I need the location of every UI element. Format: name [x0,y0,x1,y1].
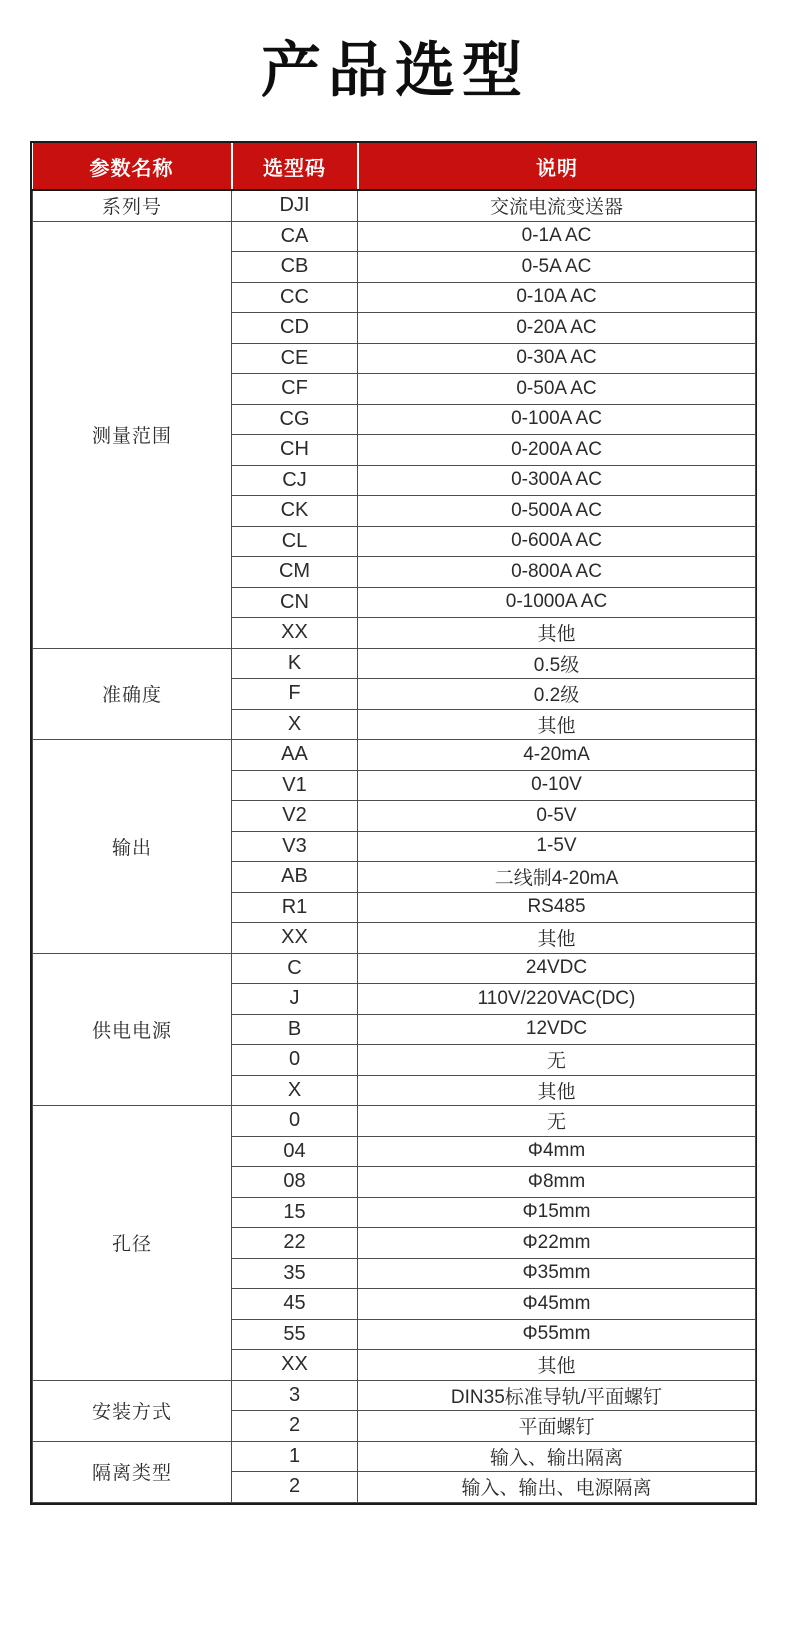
code-cell: 3 [232,1380,358,1411]
description-cell: 0-50A AC [358,374,756,405]
description-cell: 其他 [358,618,756,649]
description-cell: 0-100A AC [358,404,756,435]
description-cell: 0-300A AC [358,465,756,496]
code-cell: 0 [232,1106,358,1137]
description-cell: 0-20A AC [358,313,756,344]
description-cell: 交流电流变送器 [358,190,756,221]
code-cell: F [232,679,358,710]
code-cell: 04 [232,1136,358,1167]
table-row [33,221,756,252]
table-row [33,1380,756,1411]
description-cell: RS485 [358,892,756,923]
code-cell: J [232,984,358,1015]
description-cell: 输入、输出隔离 [358,1441,756,1472]
table-body [33,190,756,1502]
description-cell: 0-800A AC [358,557,756,588]
description-cell: Φ8mm [358,1167,756,1198]
column-header-description: 说明 [358,143,756,190]
table-row [33,740,756,771]
description-cell: 0-10V [358,770,756,801]
table-row [33,648,756,679]
description-cell: Φ15mm [358,1197,756,1228]
description-cell: Φ45mm [358,1289,756,1320]
description-cell: 平面螺钉 [358,1411,756,1442]
description-cell: 0-600A AC [358,526,756,557]
code-cell: 0 [232,1045,358,1076]
column-header-parameter-name: 参数名称 [33,143,232,190]
description-cell: 其他 [358,1350,756,1381]
code-cell: AB [232,862,358,893]
description-cell: 24VDC [358,953,756,984]
description-cell: 0-30A AC [358,343,756,374]
table-row [33,190,756,221]
description-cell: 二线制4-20mA [358,862,756,893]
code-cell: CB [232,252,358,283]
section-label-cell: 孔径 [33,1106,232,1381]
code-cell: 45 [232,1289,358,1320]
code-cell: CJ [232,465,358,496]
section-label-cell: 供电电源 [33,953,232,1106]
description-cell: 0-5V [358,801,756,832]
code-cell: X [232,1075,358,1106]
description-cell: 无 [358,1045,756,1076]
code-cell: V3 [232,831,358,862]
description-cell: 其他 [358,709,756,740]
code-cell: XX [232,923,358,954]
page-title: 产品选型 [261,37,529,104]
description-cell: 无 [358,1106,756,1137]
description-cell: 输入、输出、电源隔离 [358,1472,756,1503]
code-cell: K [232,648,358,679]
description-cell: 0-5A AC [358,252,756,283]
product-selection-table [32,143,756,1503]
code-cell: V1 [232,770,358,801]
description-cell: Φ55mm [358,1319,756,1350]
table-row [33,1441,756,1472]
section-label-cell: 隔离类型 [33,1441,232,1502]
column-header-selection-code: 选型码 [232,143,358,190]
section-label-cell: 输出 [33,740,232,954]
code-cell: XX [232,618,358,649]
code-cell: CL [232,526,358,557]
code-cell: 08 [232,1167,358,1198]
description-cell: 0-1A AC [358,221,756,252]
code-cell: CN [232,587,358,618]
code-cell: R1 [232,892,358,923]
code-cell: 22 [232,1228,358,1259]
section-label-cell: 准确度 [33,648,232,740]
description-cell: 1-5V [358,831,756,862]
description-cell: DIN35标准导轨/平面螺钉 [358,1380,756,1411]
code-cell: XX [232,1350,358,1381]
code-cell: CG [232,404,358,435]
code-cell: CH [232,435,358,466]
code-cell: 2 [232,1472,358,1503]
code-cell: CF [232,374,358,405]
description-cell: 0.2级 [358,679,756,710]
code-cell: 35 [232,1258,358,1289]
description-cell: 0-1000A AC [358,587,756,618]
code-cell: CD [232,313,358,344]
description-cell: Φ35mm [358,1258,756,1289]
code-cell: X [232,709,358,740]
code-cell: 1 [232,1441,358,1472]
description-cell: 其他 [358,923,756,954]
product-selection-table-wrap [30,141,757,1505]
description-cell: 0-10A AC [358,282,756,313]
description-cell: 0-200A AC [358,435,756,466]
code-cell: AA [232,740,358,771]
code-cell: CC [232,282,358,313]
description-cell: 12VDC [358,1014,756,1045]
code-cell: C [232,953,358,984]
code-cell: DJI [232,190,358,221]
description-cell: Φ4mm [358,1136,756,1167]
header-row [33,143,756,190]
table-row [33,1106,756,1137]
table-row [33,953,756,984]
description-cell: 110V/220VAC(DC) [358,984,756,1015]
description-cell: Φ22mm [358,1228,756,1259]
description-cell: 0.5级 [358,648,756,679]
code-cell: CK [232,496,358,527]
code-cell: B [232,1014,358,1045]
code-cell: 2 [232,1411,358,1442]
description-cell: 0-500A AC [358,496,756,527]
section-label-cell: 安装方式 [33,1380,232,1441]
section-label-cell: 系列号 [33,190,232,221]
section-label-cell: 测量范围 [33,221,232,648]
description-cell: 4-20mA [358,740,756,771]
code-cell: 15 [232,1197,358,1228]
code-cell: CE [232,343,358,374]
code-cell: CA [232,221,358,252]
code-cell: V2 [232,801,358,832]
code-cell: 55 [232,1319,358,1350]
description-cell: 其他 [358,1075,756,1106]
code-cell: CM [232,557,358,588]
